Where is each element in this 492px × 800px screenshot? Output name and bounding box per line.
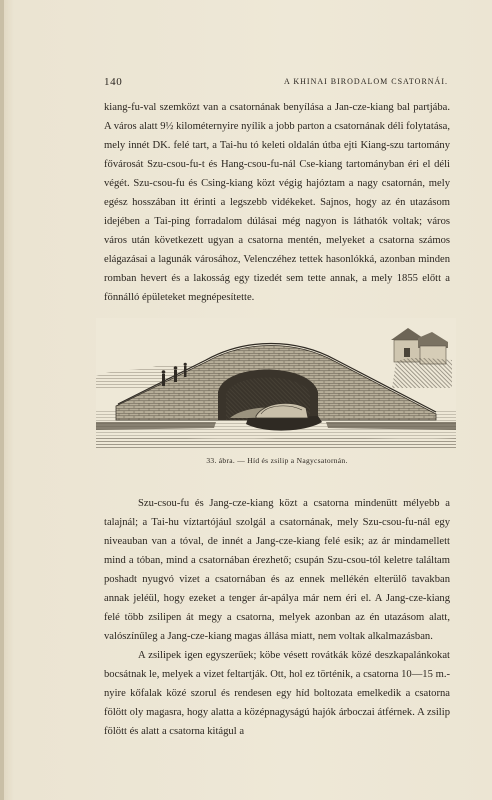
page-binding-edge	[0, 0, 4, 800]
running-head: A KHINAI BIRODALOM CSATORNÁI.	[284, 77, 448, 86]
page-number: 140	[104, 76, 123, 88]
figure-bridge-engraving	[96, 318, 456, 448]
paragraph-3: A zsilipek igen egyszerűek; köbe vésett rovátkák közé deszkapalánkokat bocsátnak le, melyek a vizet feltartják. Ott, hol ez történik, a csatorna 10—15 m.-nyire kőfalak közé szorul és rendesen egy híd boltozata emelkedik a csatorna fölött oly magasra, hogy alatta a középnagyságú hajók árboczai átférnek. A zsilip fölött és alatt a csatorna kitágul a	[104, 650, 450, 737]
figure-caption: 33. ábra. — Híd és zsilip a Nagycsatornán.	[206, 456, 348, 465]
page-header	[104, 76, 452, 90]
bridge-illustration	[96, 318, 456, 448]
paragraph-2: Szu-csou-fu és Jang-cze-kiang közt a csatorna mindenütt mélyebb a talajnál; a Tai-hu víztartójául szolgál a csatornának, mely Szu-csou-fu-nál egy niveauban van a tóval, de innét a Jang-cze-kiang felé esik; az ár mindamellett mind a tóban, mind a csatornában érezhető; csupán Szu-csou-tól keletre találtam poshadt nyugvó vizet a csatornában és az ennek mellékén elterülő tavakban annak jeléül, hogy ezeket a tenger ár-apálya már nem éri el. A Jang-cze-kiang felé több zsilipen át megy a csatorna, melyek azonban az én utazásom alatt, valószínűleg a Jang-cze-kiang magas állása miatt, nem voltak alkalmazásban.	[104, 498, 450, 642]
paragraph-1: kiang-fu-val szemközt van a csatornának benyílása a Jan-cze-kiang bal partjába. A város alatt 9½ kilométernyire nyílik a jobb parton a csatornának déli folytatása, mely innét DK. felé tart, a Tai-hu tó keleti oldalán útba ejti Kiang-szu tartomány fővárosát Szu-csou-fu-t és Hang-csou-fu-nál Cse-kiang tartományban éri el déli végét. Szu-csou-fu és Csing-kiang közt végig hajóztam a nagy csatornán, mely egész hosszában itt érinti a legszebb vidékeket. Sajnos, hogy az én utazásom idejében a Tai-ping forradalom dúlásai még nagyon is láthatók voltak; város város után következett ugyan a csatorna mentén, melyeket a csatorna számos elágazásai a lagunák városához, Velenczéhez tettek hasonlókká, azonban minden romban hevert és a lakosság egy tizedét sem tette annak, a mely 1855 előtt a fönnálló épületeket megnépesítette.	[104, 102, 450, 303]
